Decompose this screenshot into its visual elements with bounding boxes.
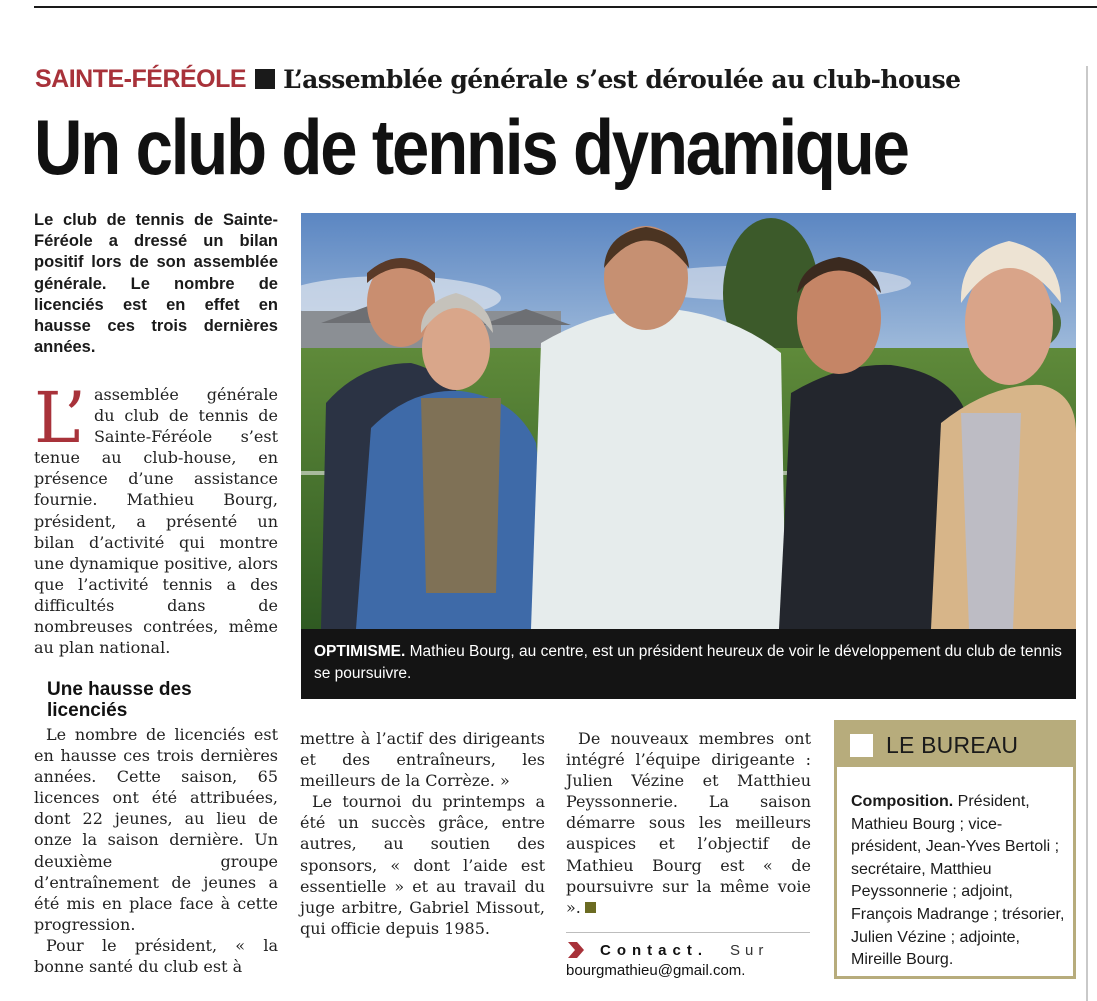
kicker: [35, 62, 960, 96]
bureau-text: [837, 767, 1073, 972]
body-paragraph: mettre à l’actif des dirigeants et des entraîneurs, les meilleurs de la Corrèze. »: [300, 729, 545, 791]
body-column-3: [566, 728, 811, 918]
caption-text: Mathieu Bourg, au centre, est un président heureux de voir le développement du club de tennis se poursuivre.: [314, 643, 1062, 682]
bureau-composition: Président, Mathieu Bourg ; vice-président, Jean-Yves Bertoli ; secrétaire, Matthieu Peyssonnerie ; adjoint, François Madrange ; trésorier, Julien Vézine ; adjointe, Mireille Bourg.: [851, 793, 1065, 969]
body-column-1: [34, 724, 278, 977]
bureau-box: [834, 720, 1076, 979]
bureau-title: LE BUREAU: [886, 731, 1019, 758]
contact-sur: Sur: [730, 941, 769, 959]
contact-label: Contact.: [600, 941, 708, 959]
body-paragraph: Le nombre de licenciés est en hausse ces trois dernières années. Cette saison, 65 licences ont été attribuées, dont 22 jeunes, au lieu de onze la saison dernière. Un deuxième groupe d’entraînement de jeunes a été mis en place face à cette progression.: [34, 725, 278, 934]
body-paragraph: Le tournoi du printemps a été un succès grâce, entre autres, au soutien des sponsors, « dont l’aide est essentielle » et au travail du juge arbitre, Gabriel Missout, qui officie depuis 1985.: [300, 792, 545, 938]
intro-text: assemblée générale du club de tennis de Sainte-Féréole s’est tenue au club-house, en présence d’une assistance fournie. Mathieu Bourg, président, a présenté un bilan d’activité qui montre une dynamique positive, alors que l’activité tennis a des difficultés dans de nombreuses contrées, même au plan national.: [34, 385, 278, 658]
kicker-text: L’assemblée générale s’est déroulée au club-house: [283, 64, 961, 94]
body-paragraph: [566, 728, 811, 918]
dropcap: L’: [34, 377, 86, 459]
intro-column: [34, 377, 278, 658]
column-divider: [1086, 66, 1088, 1001]
subheading: Une hausse des licenciés: [47, 679, 192, 721]
photo-caption: [301, 629, 1076, 699]
contact-line: [566, 940, 810, 960]
end-square-icon: [585, 902, 596, 913]
group-photo: [301, 213, 1076, 629]
top-rule: [34, 6, 1097, 8]
bureau-square-icon: [850, 734, 873, 757]
contact-divider: [566, 932, 810, 933]
bureau-header: [837, 723, 1073, 767]
body-paragraph-text: De nouveaux membres ont intégré l’équipe dirigeante : Julien Vézine et Matthieu Peyssonnerie. La saison démarre sous les meilleurs auspices et l’objectif de Mathieu Bourg est « de poursuivre sur la même voie ».: [566, 729, 811, 917]
contact-arrow-icon: [566, 940, 586, 960]
kicker-place: SAINTE-FÉRÉOLE: [35, 64, 247, 93]
bureau-label: Composition.: [851, 793, 954, 810]
kicker-square-icon: [255, 69, 275, 89]
group-photo-illustration: [301, 213, 1076, 629]
body-paragraph: Pour le président, « la bonne santé du club est à: [34, 935, 278, 977]
lead-paragraph: Le club de tennis de Sainte-Féréole a dressé un bilan positif lors de son assemblée générale. Le nombre de licenciés est en effet en hausse ces trois dernières années.: [34, 211, 278, 357]
headline: Un club de tennis dynamique: [34, 103, 908, 191]
contact-email[interactable]: bourgmathieu@gmail.com.: [566, 962, 746, 979]
caption-label: OPTIMISME.: [314, 643, 406, 660]
body-column-2: [300, 728, 545, 939]
